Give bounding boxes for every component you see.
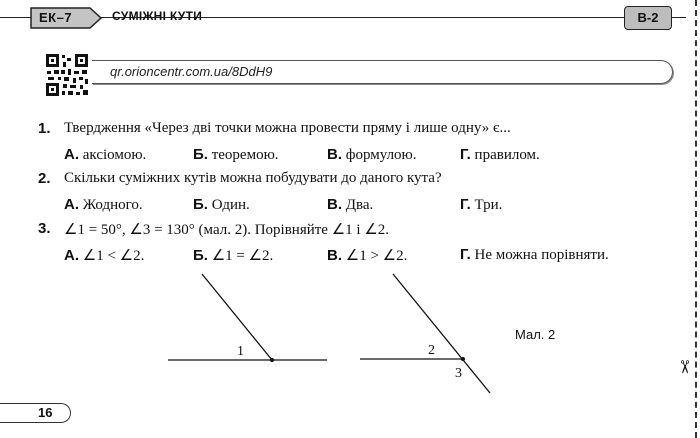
variant-badge: В-2 [624, 6, 672, 30]
option-letter: Г. [460, 246, 471, 263]
option-letter: Б. [193, 146, 208, 163]
figure-caption: Мал. 2 [515, 327, 556, 342]
scissors-icon: ✂ [674, 359, 695, 375]
option-text: Три. [474, 197, 503, 213]
option-letter: А. [64, 247, 79, 264]
angle-label-1: 1 [237, 344, 244, 359]
question-2-option-v[interactable] [327, 196, 373, 214]
page-number-tab [0, 403, 71, 423]
option-letter: В. [327, 196, 342, 213]
qr-code-icon[interactable] [44, 52, 90, 98]
option-text: формулою. [345, 147, 417, 163]
angle-figure [0, 262, 700, 402]
question-1-option-a[interactable] [64, 146, 146, 164]
option-letter: Г. [460, 146, 471, 163]
left-vertex [270, 358, 274, 362]
option-text: Жодного. [82, 197, 143, 213]
option-text: ∠1 = ∠2. [211, 248, 274, 264]
option-letter: В. [327, 146, 342, 163]
option-letter: Г. [460, 196, 471, 213]
question-2-text: Скільки суміжних кутів можна побудувати до даного кута? [64, 170, 442, 186]
question-1-option-v[interactable] [327, 146, 417, 164]
option-letter: Б. [193, 247, 208, 264]
option-text: Не можна порівняти. [474, 247, 609, 263]
option-text: Два. [345, 197, 374, 213]
question-1-number: 1. [38, 120, 51, 137]
question-3-number: 3. [38, 220, 51, 237]
question-1-text: Твердження «Через дві точки можна провести пряму і лише одну» є... [64, 120, 511, 136]
page-number: 16 [38, 405, 53, 420]
option-letter: А. [64, 146, 79, 163]
topic-title: СУМІЖНІ КУТИ [112, 9, 203, 23]
right-vertex [461, 357, 465, 361]
option-text: правилом. [474, 147, 540, 163]
header-rule [0, 17, 686, 18]
lesson-code: ЕК–7 [39, 10, 73, 25]
angle-label-3: 3 [455, 366, 462, 381]
angle-label-2: 2 [428, 343, 435, 358]
resource-link-box[interactable] [92, 60, 673, 84]
lesson-code-tab [30, 7, 102, 29]
option-letter: В. [327, 247, 342, 264]
question-2-option-g[interactable] [460, 196, 502, 214]
option-text: ∠1 > ∠2. [345, 248, 408, 264]
resource-link[interactable]: qr.orioncentr.com.ua/8DdH9 [110, 64, 273, 79]
option-text: аксіомою. [82, 147, 147, 163]
question-1-option-g[interactable] [460, 146, 540, 164]
figure-right [360, 274, 490, 393]
option-text: теоремою. [211, 147, 279, 163]
question-1-option-b[interactable] [193, 146, 279, 164]
question-2-number: 2. [38, 170, 51, 187]
option-text: Один. [211, 197, 250, 213]
option-text: ∠1 < ∠2. [82, 248, 145, 264]
question-2-option-a[interactable] [64, 196, 143, 214]
option-letter: А. [64, 196, 79, 213]
question-2-option-b[interactable] [193, 196, 250, 214]
option-letter: Б. [193, 196, 208, 213]
question-3-text: ∠1 = 50°, ∠3 = 130° (мал. 2). Порівняйте ∠1 і ∠2. [64, 222, 390, 238]
figure-left [168, 274, 327, 362]
right-crossing-line [393, 274, 490, 393]
